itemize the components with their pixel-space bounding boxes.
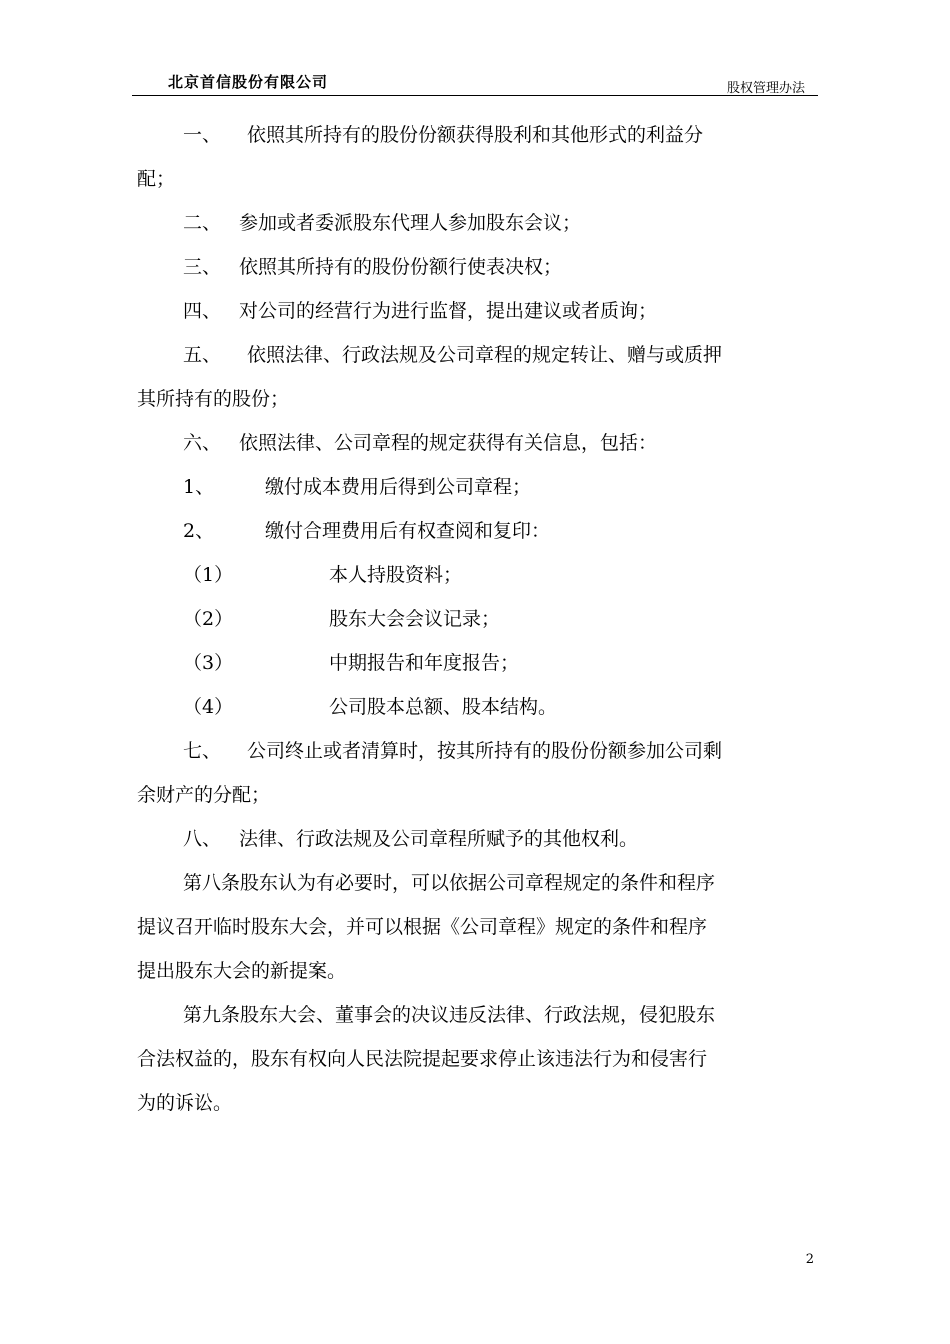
item-text: 缴付合理费用后有权查阅和复印： <box>265 520 551 542</box>
item-text: 法律、行政法规及公司章程所赋予的其他权利。 <box>239 828 639 850</box>
list-item <box>137 729 817 773</box>
item-continuation: 配； <box>137 168 176 190</box>
item-number: 五、 <box>183 344 222 366</box>
document-title: 股权管理办法 <box>726 81 805 96</box>
item-number: 七、 <box>183 740 222 762</box>
list-item <box>137 201 817 245</box>
item-text: 依照法律、公司章程的规定获得有关信息，包括： <box>239 432 658 454</box>
item-continuation: 余财产的分配； <box>137 784 271 806</box>
page-number: 2 <box>805 1252 814 1267</box>
item-text: 中期报告和年度报告； <box>329 652 520 674</box>
article-9-line: 第九条股东大会、董事会的决议违反法律、行政法规，侵犯股东 <box>183 1004 716 1026</box>
item-number: （3） <box>183 652 234 674</box>
article-8-line: 提议召开临时股东大会，并可以根据《公司章程》规定的条件和程序 <box>137 916 708 938</box>
item-text: 公司股本总额、股本结构。 <box>329 696 558 718</box>
item-text: 对公司的经营行为进行监督，提出建议或者质询； <box>239 300 658 322</box>
sub-item <box>137 509 817 553</box>
list-item <box>137 289 817 333</box>
item-text: 股东大会会议记录； <box>329 608 501 630</box>
company-name: 北京首信股份有限公司 <box>168 73 329 91</box>
item-number: 四、 <box>183 300 222 322</box>
list-item <box>137 333 817 377</box>
item-number: （1） <box>183 564 234 586</box>
item-number: 一、 <box>183 124 222 146</box>
sub-sub-item <box>137 597 817 641</box>
header-divider <box>132 95 818 96</box>
item-text: 本人持股资料； <box>329 564 463 586</box>
item-number: 二、 <box>183 212 222 234</box>
sub-item <box>137 465 817 509</box>
item-text: 依照法律、行政法规及公司章程的规定转让、赠与或质押 <box>247 344 723 366</box>
article-8-line: 提出股东大会的新提案。 <box>137 960 347 982</box>
item-number: （2） <box>183 608 234 630</box>
article-8-line: 第八条股东认为有必要时，可以依据公司章程规定的条件和程序 <box>183 872 716 894</box>
list-item <box>137 817 817 861</box>
article-9-line: 为的诉讼。 <box>137 1092 233 1114</box>
item-text: 缴付成本费用后得到公司章程； <box>265 476 532 498</box>
list-item <box>137 421 817 465</box>
item-number: 1、 <box>183 476 215 498</box>
article-9-line: 合法权益的，股东有权向人民法院提起要求停止该违法行为和侵害行 <box>137 1048 708 1070</box>
list-item <box>137 245 817 289</box>
item-text: 参加或者委派股东代理人参加股东会议； <box>239 212 582 234</box>
sub-sub-item <box>137 641 817 685</box>
item-number: 三、 <box>183 256 222 278</box>
document-body <box>137 113 817 1125</box>
item-number: （4） <box>183 696 234 718</box>
list-item <box>137 113 817 157</box>
item-text: 依照其所持有的股份份额行使表决权； <box>239 256 563 278</box>
sub-sub-item <box>137 553 817 597</box>
item-number: 八、 <box>183 828 222 850</box>
item-number: 六、 <box>183 432 222 454</box>
item-text: 依照其所持有的股份份额获得股利和其他形式的利益分 <box>247 124 704 146</box>
item-number: 2、 <box>183 520 215 542</box>
sub-sub-item <box>137 685 817 729</box>
item-continuation: 其所持有的股份； <box>137 388 290 410</box>
item-text: 公司终止或者清算时，按其所持有的股份份额参加公司剩 <box>247 740 723 762</box>
